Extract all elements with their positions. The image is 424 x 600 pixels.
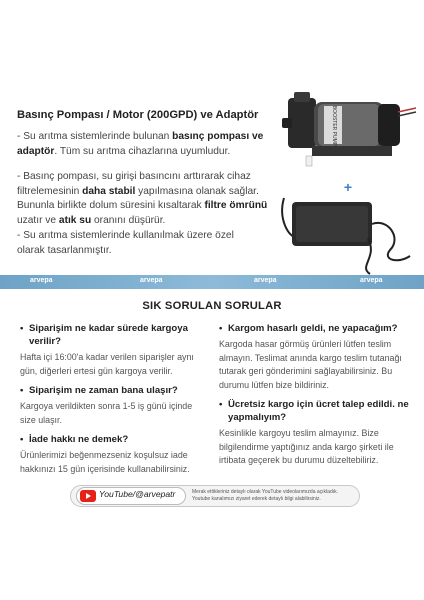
band-label: arvepa <box>360 277 383 284</box>
faq-answer: Ürünlerimizi beğenmezseniz koşulsuz iade hakkınızı 15 gün içerisinde kullanabilirsiniz. <box>20 450 190 474</box>
p1-text: - Su arıtma sistemlerinde bulunan <box>17 131 173 142</box>
brand-band <box>0 275 424 289</box>
faq-question: • Siparişim ne zaman bana ulaşır? <box>20 385 178 396</box>
p2-text-mid: yapılmasına olanak sağlar. Bununla birlikte dolum süresini kısaltarak <box>17 185 259 211</box>
product-title: Basınç Pompası / Motor (200GPD) ve Adaptör <box>17 109 259 121</box>
p2-text-end: oranını düşürür. <box>91 214 166 226</box>
faq-answer: Hafta içi 16:00'a kadar verilen siparişler aynı gün, diğerleri ertesi gün kargoya verilir. <box>20 352 194 376</box>
faq-column-left <box>20 322 210 482</box>
p2-text-mid2: uzatır ve <box>17 214 59 226</box>
p2-bold-2: filtre ömrünü <box>204 200 268 211</box>
youtube-note: Merak ettikleriniz detaylı olarak YouTube videolarımızda açıkladık. Youtube kanalımızı ziyaret ederek detaylı bilgi alabilirsiniz. <box>192 489 338 502</box>
faq-answer: Kargoda hasar görmüş ürünleri lütfen teslim almayın. Teslimat anında kargo teslim tutanağı tutarak geri gönderimini sağlayabilirsiniz. Bu durumu lütfen bize bildiriniz. <box>219 339 402 390</box>
faq-question: • Ücretsiz kargo için ücret talep edildi. ne yapmalıyım? <box>219 399 409 423</box>
faq-answer: Kargoya verildikten sonra 1-5 iş günü içinde size ulaşır. <box>20 401 193 425</box>
faq-answer: Kesinlikle kargoyu teslim almayınız. Bize bilgilendirme yaptığınız anda kargo şirketi ile irtibata geçerek bu durumu düzeltebiliriz. <box>219 428 394 465</box>
youtube-handle[interactable]: YouTube/@arvepatr <box>99 489 176 499</box>
pump-label-text: BOOSTER PUMP <box>331 105 337 147</box>
product-paragraph-1 <box>17 130 277 159</box>
band-label: arvepa <box>254 277 277 284</box>
faq-title: SIK SORULAN SORULAR <box>142 300 282 312</box>
band-label: arvepa <box>30 277 53 284</box>
band-label: arvepa <box>140 277 163 284</box>
faq-column-right <box>219 322 409 474</box>
faq-question: • Siparişim ne kadar sürede kargoya verilir? <box>20 323 188 347</box>
faq-question: • Kargom hasarlı geldi, ne yapacağım? <box>219 323 398 334</box>
p2-text: - Basınç pompası, su girişi basıncını arttırarak cihaz filtrelemesinin <box>17 171 251 197</box>
faq-question: • İade hakkı ne demek? <box>20 434 129 445</box>
product-paragraph-3: - Su arıtma sistemlerinde kullanılmak üzere özel olarak tasarlanmıştır. <box>17 230 234 256</box>
youtube-icon <box>80 490 96 502</box>
p1-text-end: . Tüm su arıtma cihazlarına uyumludur. <box>54 145 231 157</box>
product-image <box>278 88 418 278</box>
plus-icon: + <box>343 179 353 195</box>
adapter-icon <box>282 198 410 274</box>
p2-bold-1: daha stabil <box>82 185 136 197</box>
pump-icon <box>282 92 416 166</box>
p2-bold-3: atık su <box>58 214 92 226</box>
product-paragraph-2 <box>17 170 282 228</box>
p1-bold: basınç pompası ve adaptör <box>17 131 264 157</box>
